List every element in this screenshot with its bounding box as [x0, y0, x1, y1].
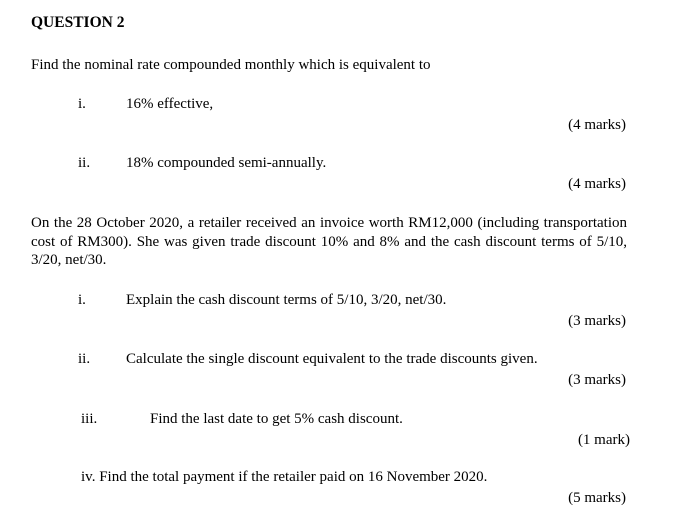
- part-b-item-2-text: Calculate the single discount equivalent to the trade discounts given.: [126, 351, 538, 367]
- part-b-item-2-number: ii.: [78, 351, 91, 367]
- part-a-item-2-number: ii.: [78, 155, 91, 171]
- part-a-item-1-text: 16% effective,: [126, 96, 214, 112]
- part-b-prompt: On the 28 October 2020, a retailer received an invoice worth RM12,000 (including transportation cost of RM300). She was given trade discount 10% and 8% and the cash discount terms of 5/10, 3/20, net/30.: [31, 215, 627, 268]
- part-b-item-4-text: iv. Find the total payment if the retailer paid on 16 November 2020.: [81, 469, 488, 485]
- part-a-item-1-marks: (4 marks): [568, 117, 626, 133]
- part-a-prompt: Find the nominal rate compounded monthly which is equivalent to: [31, 57, 431, 73]
- part-b-item-3-text: Find the last date to get 5% cash discount.: [150, 411, 403, 427]
- part-b-item-1-number: i.: [78, 292, 86, 308]
- question-heading: QUESTION 2: [31, 14, 125, 31]
- part-b-item-1-text: Explain the cash discount terms of 5/10, 3/20, net/30.: [126, 292, 447, 308]
- part-b-item-3-marks: (1 mark): [577, 432, 630, 448]
- part-b-item-3-number: iii.: [81, 411, 98, 427]
- part-b-item-1-marks: (3 marks): [568, 313, 626, 329]
- part-a-item-2-marks: (4 marks): [568, 176, 626, 192]
- part-b-item-4-marks: (5 marks): [568, 490, 626, 506]
- part-a-item-2-text: 18% compounded semi-annually.: [126, 155, 327, 171]
- part-b-item-2-marks: (3 marks): [568, 372, 626, 388]
- part-a-item-1-number: i.: [78, 96, 86, 112]
